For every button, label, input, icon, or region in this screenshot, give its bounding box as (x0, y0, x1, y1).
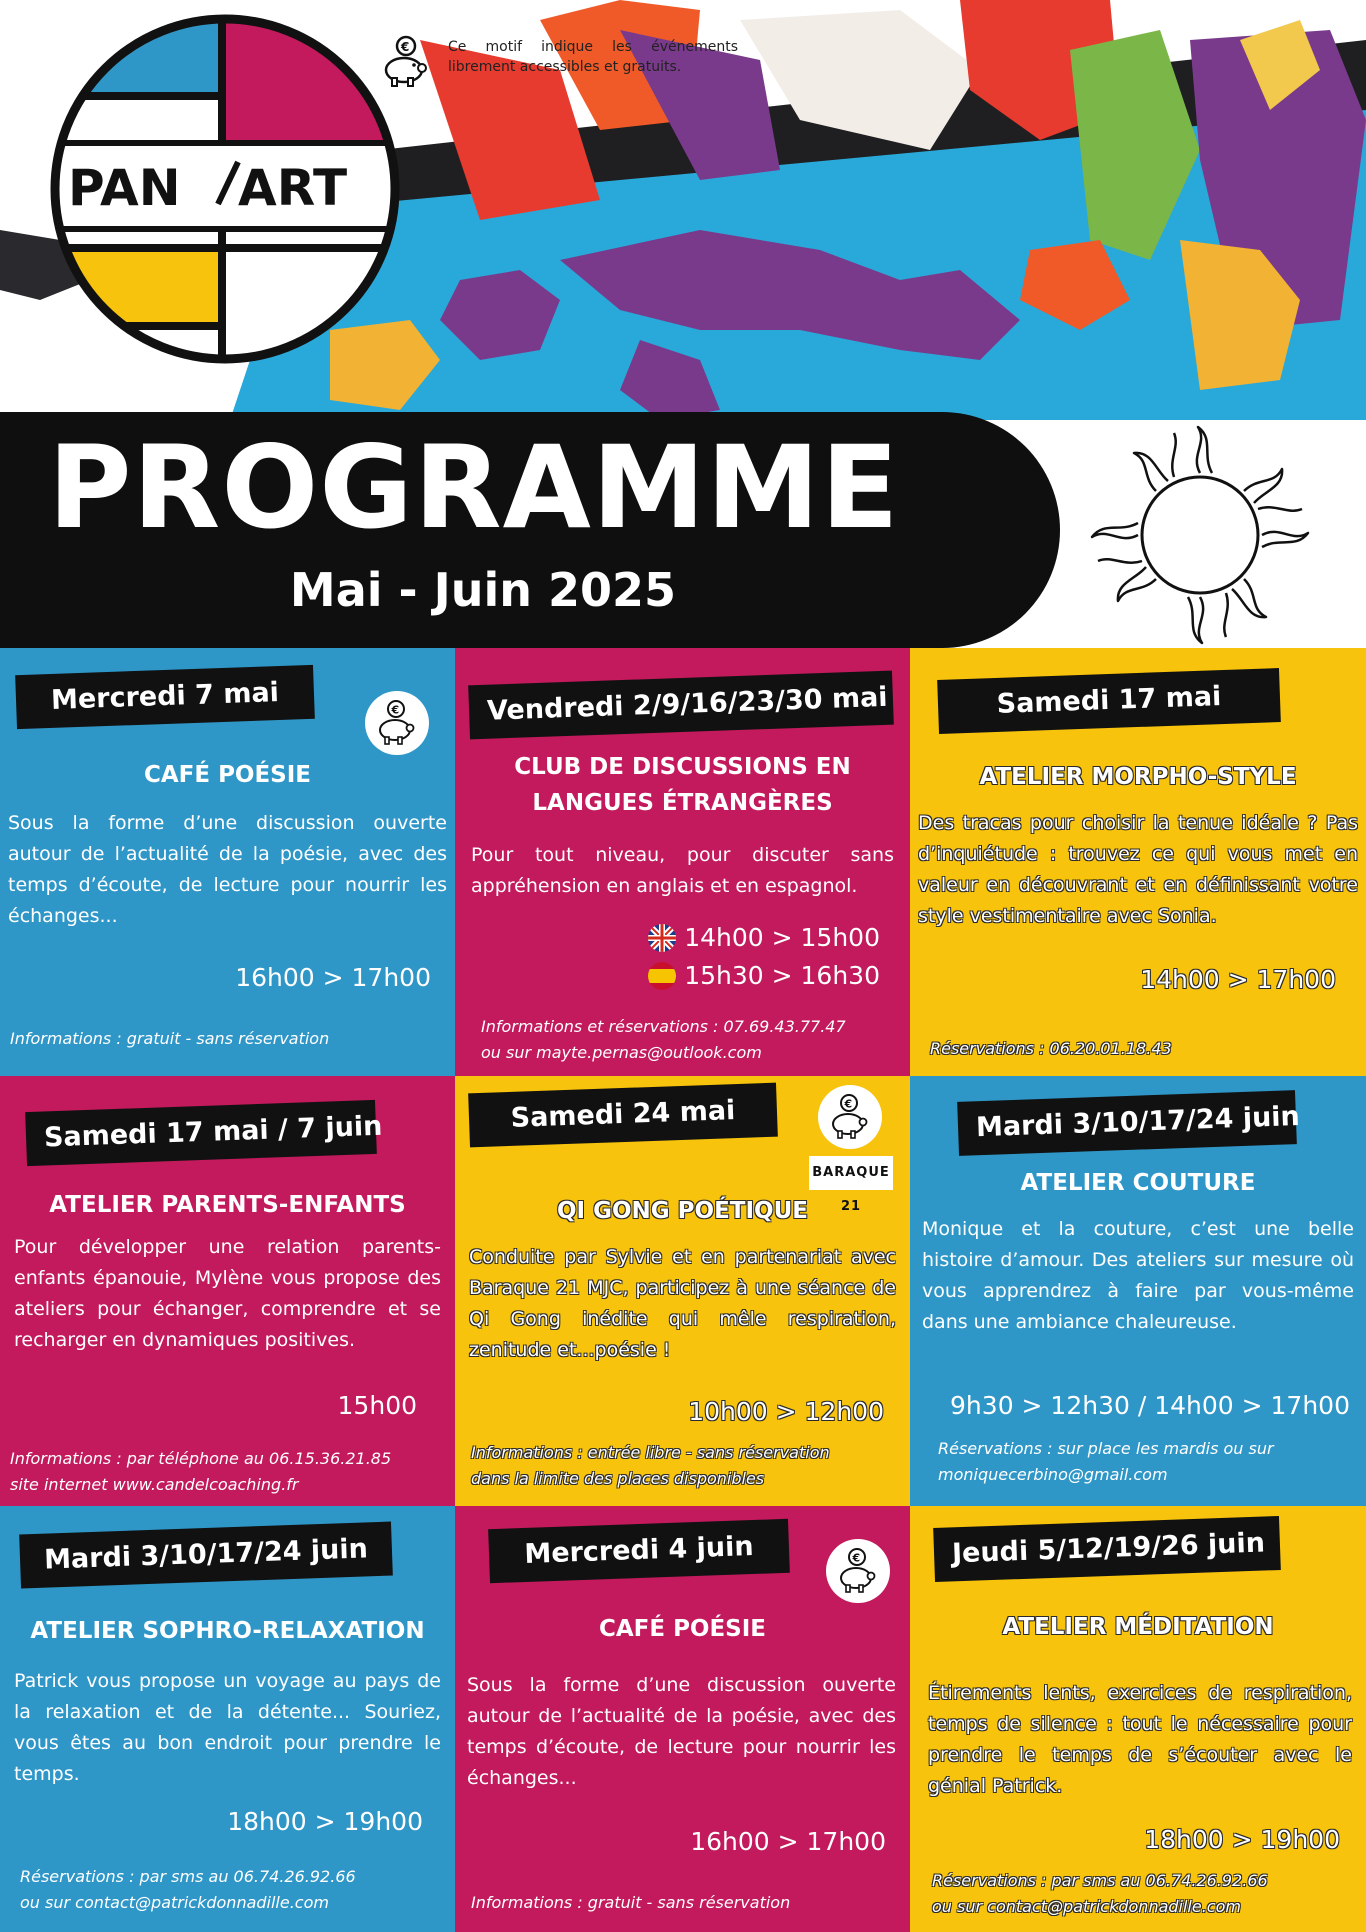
event-info: Réservations : 06.20.01.18.43 (930, 1039, 1172, 1058)
event-description: Patrick vous propose un voyage au pays de la relaxation et de la détente... Souriez, vous êtes au bon endroit pour prendre le temps. (14, 1670, 441, 1785)
event-card-qi-gong (455, 1076, 910, 1506)
session-spanish (648, 960, 880, 992)
event-description: Pour tout niveau, pour discuter sans appréhension en anglais et en espagnol. (471, 844, 894, 897)
spain-flag-icon (648, 962, 676, 990)
piggy-bank-euro-icon (364, 690, 430, 756)
event-time: 10h00 > 12h00 (688, 1397, 884, 1426)
logo-text-art: ART (238, 159, 348, 217)
session-english (648, 922, 880, 954)
event-title-line: LANGUES ÉTRANGÈRES (532, 790, 833, 816)
event-info: Informations : gratuit - sans réservation (471, 1893, 791, 1912)
event-date: Mardi 3/10/17/24 juin (957, 1090, 1297, 1156)
event-title: ATELIER MÉDITATION (1002, 1614, 1274, 1640)
free-events-legend (378, 34, 738, 90)
session-time: 15h30 > 16h30 (684, 961, 880, 990)
baraque-21-logo: BARAQUE 21 (809, 1156, 893, 1190)
event-time: 14h00 > 17h00 (1140, 965, 1336, 994)
svg-text:€: € (844, 1097, 853, 1111)
svg-text:€: € (391, 703, 400, 717)
event-time: 16h00 > 17h00 (235, 963, 431, 992)
event-title: QI GONG POÉTIQUE (557, 1198, 808, 1224)
event-card-club-discussions (455, 648, 910, 1076)
event-date: Vendredi 2/9/16/23/30 mai (468, 671, 894, 740)
session-time: 14h00 > 15h00 (684, 923, 880, 952)
event-description: Sous la forme d’une discussion ouverte autour de l’actualité de la poésie, avec des temps d’écoute, de lecture pour nourrir les échanges... (467, 1674, 896, 1789)
event-description: Des tracas pour choisir la tenue idéale ? Pas d’inquiétude : trouvez ce qui vous met en valeur en découvrant et en définissant votre style vestimentaire avec Sonia. (918, 812, 1358, 927)
event-info: site internet www.candelcoaching.fr (10, 1475, 299, 1494)
event-time: 18h00 > 19h00 (227, 1807, 423, 1836)
event-info: Réservations : par sms au 06.74.26.92.66 (932, 1871, 1268, 1890)
event-card-sophro-relaxation (0, 1506, 455, 1932)
event-info: Informations : par téléphone au 06.15.36.21.85 (10, 1449, 392, 1468)
event-description: Pour développer une relation parents-enfants épanouie, Mylène vous propose des ateliers pour échanger, comprendre et se recharger en dynamiques positives. (14, 1236, 441, 1351)
svg-text:€: € (852, 1551, 861, 1565)
event-card-cafe-poesie-juin (455, 1506, 910, 1932)
event-card-couture (910, 1076, 1366, 1506)
header-banner (0, 0, 1366, 420)
event-description: Sous la forme d’une discussion ouverte autour de l’actualité de la poésie, avec des temps d’écoute, de lecture pour nourrir les échanges... (8, 812, 447, 927)
event-title: ATELIER COUTURE (1020, 1170, 1256, 1196)
event-description: Étirements lents, exercices de respiration, temps de silence : tout le nécessaire pour prendre le temps de s’écouter avec le génial Patrick. (928, 1682, 1352, 1797)
pan-art-logo (48, 12, 402, 366)
event-time: 15h00 (337, 1391, 417, 1420)
event-info: Réservations : sur place les mardis ou sur (938, 1439, 1274, 1458)
event-title: CAFÉ POÉSIE (598, 1616, 767, 1642)
event-info: ou sur contact@patrickdonnadille.com (932, 1897, 1241, 1916)
event-info: ou sur mayte.pernas@outlook.com (481, 1043, 762, 1062)
event-date: Samedi 17 mai (937, 668, 1281, 734)
event-card-meditation (910, 1506, 1366, 1932)
event-info: Informations : entrée libre - sans réservation (471, 1443, 830, 1462)
sun-icon (1090, 425, 1310, 645)
piggy-bank-euro-icon (378, 34, 434, 90)
event-title: ATELIER PARENTS-ENFANTS (49, 1192, 406, 1218)
uk-flag-icon (648, 924, 676, 952)
event-card-parents-enfants (0, 1076, 455, 1506)
event-title: CAFÉ POÉSIE (143, 762, 312, 788)
event-description: Monique et la couture, c’est une belle histoire d’amour. Des ateliers sur mesure où vous apprendrez à faire par vous-même dans une ambiance chaleureuse. (922, 1218, 1354, 1333)
event-title-line: CLUB DE DISCUSSIONS EN (514, 754, 851, 780)
event-title: ATELIER MORPHO-STYLE (979, 764, 1297, 790)
event-info: moniquecerbino@gmail.com (938, 1465, 1168, 1484)
page-title: PROGRAMME (48, 421, 900, 554)
event-date: Jeudi 5/12/19/26 juin (933, 1516, 1281, 1582)
event-card-morpho-style (910, 648, 1366, 1076)
event-date: Samedi 17 mai / 7 juin (25, 1100, 377, 1166)
event-info: Informations et réservations : 07.69.43.77.47 (481, 1017, 846, 1036)
event-info: Réservations : par sms au 06.74.26.92.66 (20, 1867, 356, 1886)
legend-text: Ce motif indique les événements librement accessibles et gratuits. (448, 39, 738, 75)
event-title: ATELIER SOPHRO-RELAXATION (30, 1618, 425, 1644)
event-date: Mardi 3/10/17/24 juin (19, 1522, 393, 1589)
event-time: 16h00 > 17h00 (690, 1827, 886, 1856)
event-info: dans la limite des places disponibles (471, 1469, 765, 1488)
event-info: ou sur contact@patrickdonnadille.com (20, 1893, 329, 1912)
event-date: Samedi 24 mai (468, 1083, 778, 1148)
event-time: 18h00 > 19h00 (1144, 1825, 1340, 1854)
event-info: Informations : gratuit - sans réservation (10, 1029, 330, 1048)
event-time: 9h30 > 12h30 / 14h00 > 17h00 (950, 1391, 1350, 1420)
event-description: Conduite par Sylvie et en partenariat avec Baraque 21 MJC, participez à une séance de Qi Gong inédite qui mêle respiration, zenitude et...poésie ! (469, 1246, 896, 1361)
piggy-bank-euro-icon (817, 1084, 883, 1150)
piggy-bank-euro-icon (825, 1538, 891, 1604)
logo-text-pan: PAN (68, 159, 181, 217)
event-date: Mercredi 4 juin (488, 1519, 790, 1583)
event-date: Mercredi 7 mai (15, 665, 315, 729)
event-card-cafe-poesie-mai (0, 648, 455, 1076)
page-subtitle: Mai - Juin 2025 (289, 563, 677, 617)
svg-text:€: € (401, 40, 410, 54)
